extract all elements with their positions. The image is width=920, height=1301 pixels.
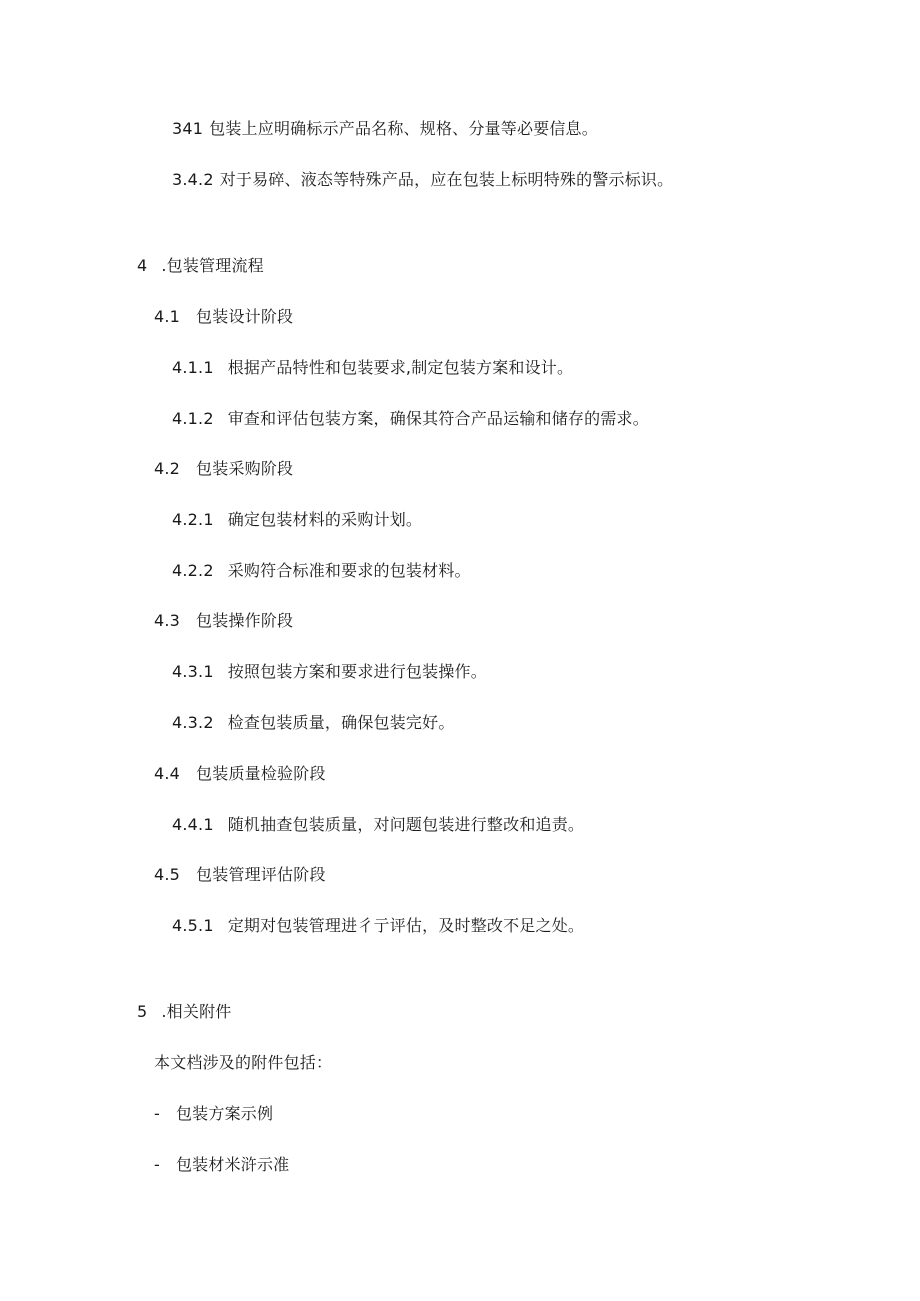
subsection-number: 4.4 bbox=[154, 764, 181, 783]
clause-4-3-2 bbox=[172, 713, 455, 733]
subsection-title: 包装质量检验阶段 bbox=[196, 764, 326, 783]
section-number: 5 bbox=[137, 1002, 148, 1021]
clause-4-5-1 bbox=[172, 916, 584, 936]
subsection-number: 4.1 bbox=[154, 307, 181, 326]
clause-text: 根据产品特性和包装要求,制定包装方案和设计。 bbox=[227, 358, 574, 377]
clause-4-2-2 bbox=[172, 561, 471, 581]
clause-text: 确定包装材料的采购计划。 bbox=[227, 510, 423, 529]
clause-4-3-1 bbox=[172, 662, 487, 682]
clause-text: 检查包装质量，确保包装完好。 bbox=[227, 713, 455, 732]
section-number: 4 bbox=[137, 256, 148, 275]
attachment-item bbox=[154, 1104, 273, 1124]
clause-number: 4.2.1 bbox=[172, 510, 214, 529]
section-5-heading bbox=[137, 1002, 231, 1022]
clause-number: 4.1.1 bbox=[172, 358, 214, 377]
subsection-number: 4.3 bbox=[154, 611, 181, 630]
clause-text: 审查和评估包装方案，确保其符合产品运输和储存的需求。 bbox=[227, 409, 649, 428]
clause-4-1-2 bbox=[172, 409, 649, 429]
list-item-text: 包装材米浒示准 bbox=[175, 1155, 290, 1174]
subsection-title: 包装设计阶段 bbox=[196, 307, 294, 326]
list-item-text: 包装方案示例 bbox=[175, 1104, 274, 1123]
clause-3-4-2 bbox=[172, 170, 673, 190]
clause-4-4-1 bbox=[172, 815, 584, 835]
clause-text: 定期对包装管理进彳亍评估，及时整改不足之处。 bbox=[227, 916, 585, 935]
clause-number: 341 bbox=[172, 119, 204, 138]
clause-number: 4.5.1 bbox=[172, 916, 214, 935]
list-bullet: - bbox=[154, 1155, 160, 1174]
section-title: .包装管理流程 bbox=[161, 256, 264, 275]
subsection-4-5 bbox=[154, 865, 326, 885]
list-bullet: - bbox=[154, 1104, 160, 1123]
subsection-title: 包装操作阶段 bbox=[196, 611, 294, 630]
clause-number: 4.3.1 bbox=[172, 662, 214, 681]
subsection-4-3 bbox=[154, 611, 293, 631]
clause-text: 采购符合标准和要求的包装材料。 bbox=[227, 561, 471, 580]
subsection-title: 包装采购阶段 bbox=[196, 459, 294, 478]
section-4-heading bbox=[137, 256, 264, 276]
clause-text: 对于易碎、液态等特殊产品，应在包装上标明特殊的警示标识。 bbox=[219, 170, 674, 189]
subsection-4-1 bbox=[154, 307, 293, 327]
clause-number: 4.1.2 bbox=[172, 409, 214, 428]
clause-text: 包装上应明确标示产品名称、规格、分量等必要信息。 bbox=[209, 119, 598, 138]
clause-text: 随机抽查包装质量，对问题包装进行整改和追责。 bbox=[227, 815, 585, 834]
clause-text: 按照包装方案和要求进行包装操作。 bbox=[227, 662, 487, 681]
subsection-number: 4.5 bbox=[154, 865, 181, 884]
section-title: .相关附件 bbox=[161, 1002, 232, 1021]
attachment-item bbox=[154, 1155, 289, 1175]
clause-3-4-1 bbox=[172, 119, 598, 139]
clause-4-1-1 bbox=[172, 358, 573, 378]
subsection-4-2 bbox=[154, 459, 293, 479]
subsection-title: 包装管理评估阶段 bbox=[196, 865, 326, 884]
intro-text: 本文档涉及的附件包括： bbox=[154, 1053, 333, 1072]
clause-4-2-1 bbox=[172, 510, 422, 530]
clause-number: 4.2.2 bbox=[172, 561, 214, 580]
clause-number: 3.4.2 bbox=[172, 170, 214, 189]
subsection-4-4 bbox=[154, 764, 326, 784]
clause-number: 4.3.2 bbox=[172, 713, 214, 732]
clause-number: 4.4.1 bbox=[172, 815, 214, 834]
attachments-intro bbox=[154, 1053, 332, 1073]
subsection-number: 4.2 bbox=[154, 459, 181, 478]
